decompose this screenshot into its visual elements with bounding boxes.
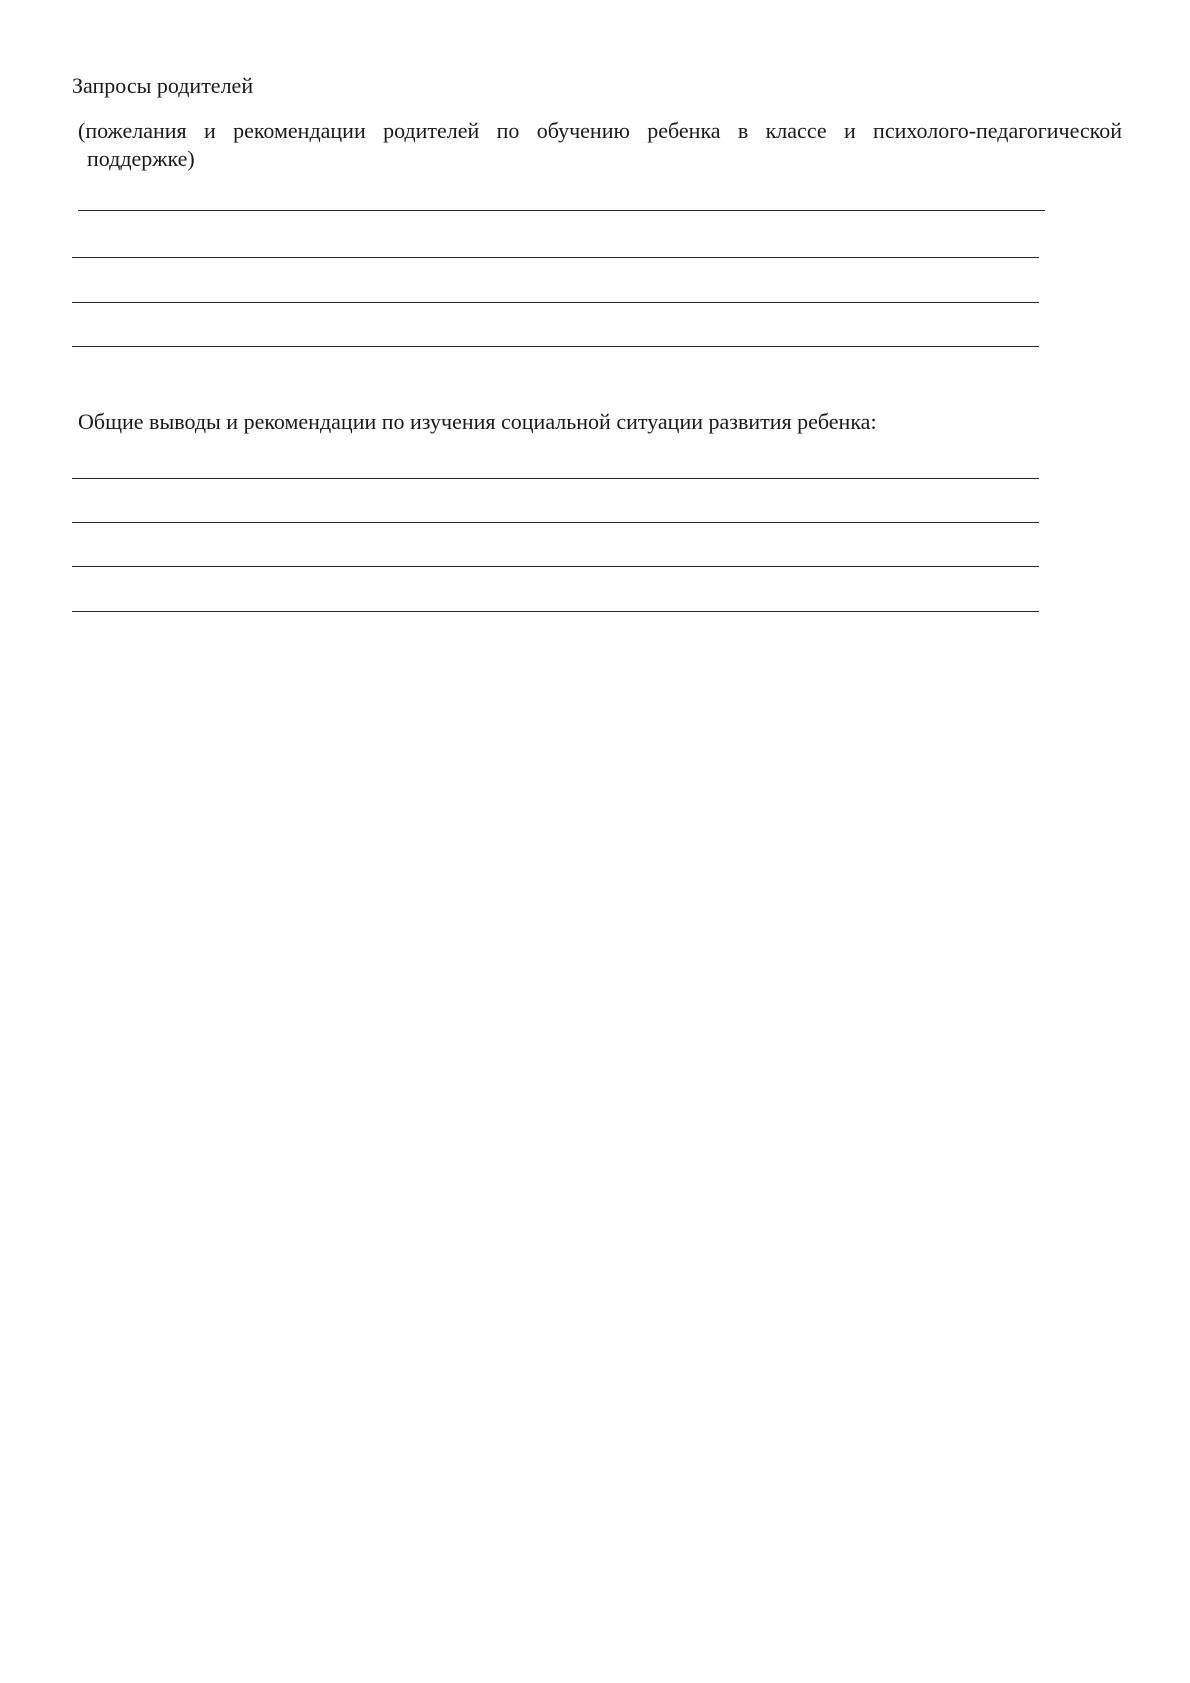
parent-requests-fill-line-4[interactable] <box>72 346 1039 347</box>
parent-requests-fill-line-2[interactable] <box>72 257 1039 258</box>
conclusions-fill-line-3[interactable] <box>72 566 1039 567</box>
parent-requests-heading: Запросы родителей <box>72 73 254 98</box>
conclusions-fill-line-1[interactable] <box>72 478 1039 479</box>
parent-requests-fill-line-3[interactable] <box>72 302 1039 303</box>
parent-requests-note-line-1: (пожелания и рекомендации родителей по обучению ребенка в классе и психолого-педагогической <box>78 118 1122 143</box>
parent-requests-fill-line-1[interactable] <box>78 210 1045 211</box>
general-conclusions-heading: Общие выводы и рекомендации по изучения социальной ситуации развития ребенка: <box>78 409 877 434</box>
conclusions-fill-line-4[interactable] <box>72 611 1039 612</box>
parent-requests-note <box>78 117 1122 173</box>
conclusions-fill-line-2[interactable] <box>72 522 1039 523</box>
parent-requests-note-line-2: поддержке) <box>87 146 195 171</box>
